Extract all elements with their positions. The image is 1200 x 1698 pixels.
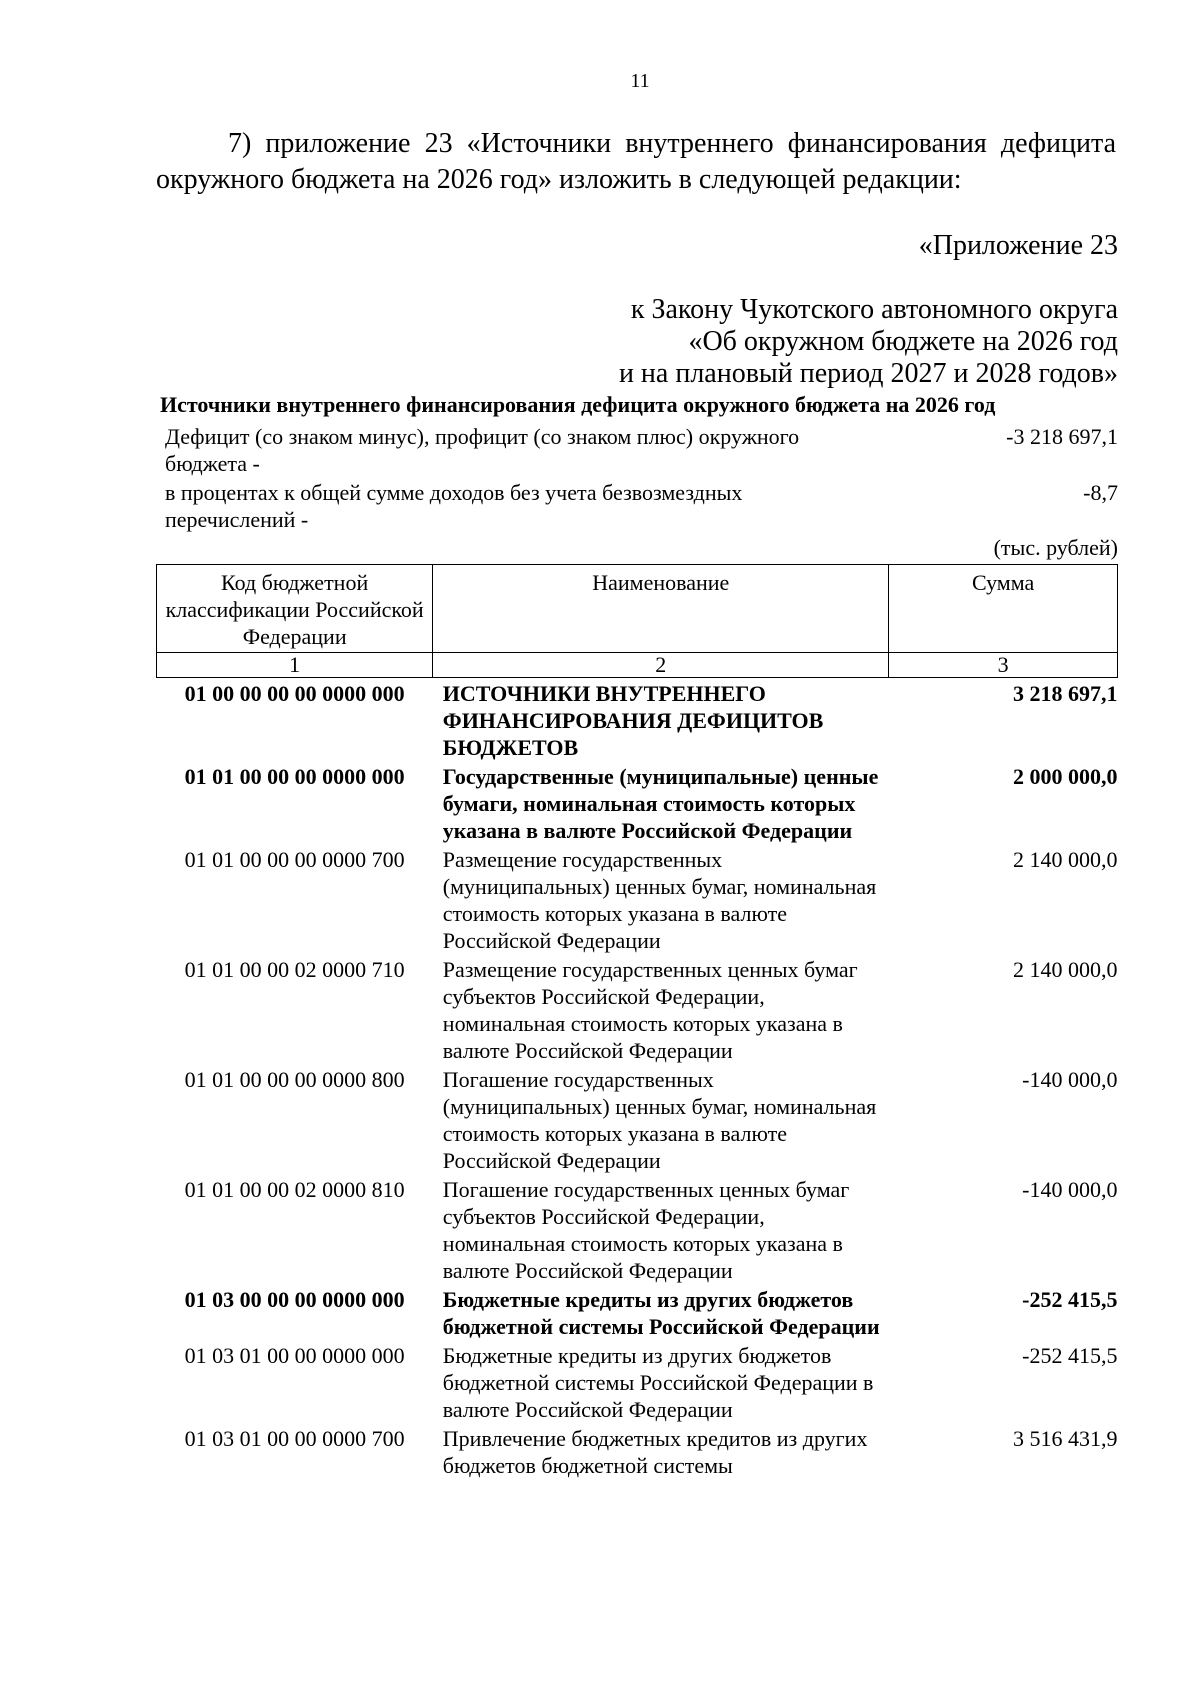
row-amount: -140 000,0	[1022, 1067, 1118, 1092]
table-row	[157, 1174, 1118, 1284]
column-number-row	[157, 653, 1118, 678]
table-header-row	[157, 565, 1118, 653]
table-row	[157, 954, 1118, 1064]
row-name: Бюджетные кредиты из других бюджетов бюджетной системы Российской Федерации	[442, 1287, 880, 1339]
row-name: Привлечение бюджетных кредитов из других бюджетов бюджетной системы	[442, 1426, 868, 1478]
row-amount: 3 218 697,1	[1013, 681, 1118, 706]
row-amount: -252 415,5	[1022, 1343, 1118, 1368]
row-name: Погашение государственных ценных бумаг субъектов Российской Федерации, номинальная стоимость которых указана в валюте Российской Федерации	[442, 1177, 850, 1283]
appendix-law-line-1: к Закону Чукотского автономного округа	[630, 294, 1118, 325]
table-row	[157, 761, 1118, 844]
table-row	[157, 1423, 1118, 1479]
row-code: 01 03 00 00 00 0000 000	[184, 1287, 405, 1312]
deficit-value: -3 218 697,1	[1006, 424, 1118, 449]
budget-sources-table	[156, 564, 1118, 1479]
percent-value: -8,7	[1083, 480, 1118, 505]
units-label: (тыс. рублей)	[993, 535, 1118, 560]
column-number-2: 2	[433, 653, 889, 678]
row-name: Размещение государственных ценных бумаг субъектов Российской Федерации, номинальная стоимость которых указана в валюте Российской Федерации	[442, 957, 858, 1063]
row-code: 01 01 00 00 00 0000 000	[184, 764, 405, 789]
header-code: Код бюджетной классификации Российской Федерации	[157, 565, 433, 653]
row-code: 01 03 01 00 00 0000 700	[184, 1426, 405, 1451]
row-name: ИСТОЧНИКИ ВНУТРЕННЕГО ФИНАНСИРОВАНИЯ ДЕФИЦИТОВ БЮДЖЕТОВ	[442, 681, 824, 760]
row-code: 01 01 00 00 00 0000 700	[184, 847, 405, 872]
row-name: Государственные (муниципальные) ценные бумаги, номинальная стоимость которых указана в валюте Российской Федерации	[442, 764, 879, 843]
percent-label: в процентах к общей сумме доходов без учета безвозмездных перечислений -	[165, 480, 743, 532]
row-amount: -252 415,5	[1022, 1287, 1118, 1312]
table-row	[157, 678, 1118, 762]
appendix-law-line-3: и на плановый период 2027 и 2028 годов»	[618, 358, 1118, 389]
section-title: Источники внутреннего финансирования дефицита окружного бюджета на 2026 год	[160, 392, 996, 417]
deficit-row	[165, 423, 1118, 477]
row-amount: 2 140 000,0	[1013, 957, 1118, 982]
column-number-3: 3	[889, 653, 1118, 678]
table-row	[157, 1064, 1118, 1174]
percent-row	[165, 479, 1118, 533]
row-amount: -140 000,0	[1022, 1177, 1118, 1202]
appendix-law-reference	[619, 294, 1118, 390]
row-amount: 3 516 431,9	[1013, 1426, 1118, 1451]
row-code: 01 01 00 00 02 0000 710	[184, 957, 405, 982]
row-name: Погашение государственных (муниципальных) ценных бумаг, номинальная стоимость которых указана в валюте Российской Федерации	[442, 1067, 877, 1173]
intro-paragraph: 7) приложение 23 «Источники внутреннего финансирования дефицита окружного бюджета на 2026 год» изложить в следующей редакции:	[156, 128, 1116, 195]
column-number-1: 1	[157, 653, 433, 678]
row-code: 01 01 00 00 02 0000 810	[184, 1177, 405, 1202]
row-amount: 2 140 000,0	[1013, 847, 1118, 872]
row-code: 01 01 00 00 00 0000 800	[184, 1067, 405, 1092]
header-sum: Сумма	[889, 565, 1118, 653]
table-row	[157, 844, 1118, 954]
row-name: Бюджетные кредиты из других бюджетов бюджетной системы Российской Федерации в валюте Российской Федерации	[442, 1343, 874, 1422]
appendix-law-line-2: «Об окружном бюджете на 2026 год	[688, 326, 1118, 357]
deficit-label: Дефицит (со знаком минус), профицит (со знаком плюс) окружного бюджета -	[165, 424, 800, 476]
appendix-title: «Приложение 23	[918, 230, 1118, 261]
row-amount: 2 000 000,0	[1013, 764, 1118, 789]
header-name: Наименование	[433, 565, 889, 653]
row-code: 01 00 00 00 00 0000 000	[184, 681, 405, 706]
row-code: 01 03 01 00 00 0000 000	[184, 1343, 405, 1368]
page-number: 11	[630, 70, 650, 92]
table-row	[157, 1284, 1118, 1340]
table-row	[157, 1340, 1118, 1423]
row-name: Размещение государственных (муниципальных) ценных бумаг, номинальная стоимость которых указана в валюте Российской Федерации	[442, 847, 877, 953]
